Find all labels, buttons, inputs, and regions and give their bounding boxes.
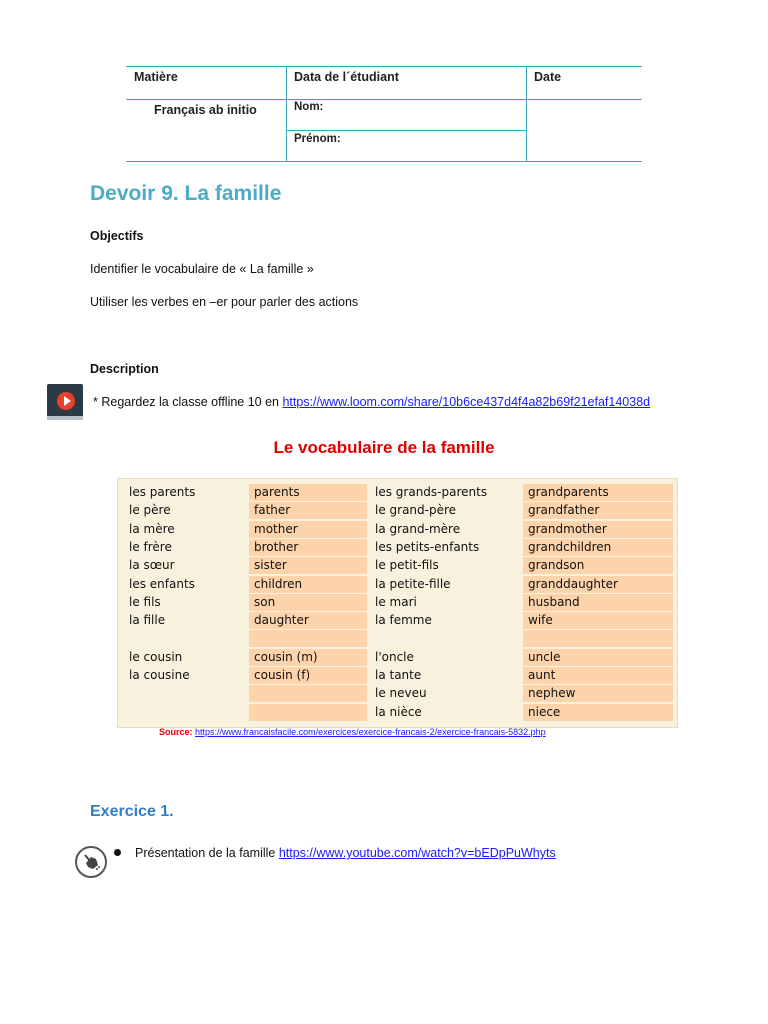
- fr-word-cell: la femme: [375, 613, 432, 628]
- page-title: Devoir 9. La famille: [90, 182, 282, 205]
- en-word-cell: nephew: [523, 685, 673, 702]
- vocab-row: [118, 704, 677, 722]
- fr-word-cell: le cousin: [129, 649, 183, 664]
- video-play-icon[interactable]: [47, 384, 83, 420]
- en-word-cell: daughter: [249, 612, 367, 629]
- exercise-line: [135, 846, 556, 860]
- fr-word-cell: le neveu: [375, 686, 427, 701]
- fr-word-cell: le mari: [375, 594, 417, 609]
- source-link[interactable]: https://www.francaisfacile.com/exercices/exercice-francais-2/exercice-francais-5832.php: [195, 727, 546, 737]
- vocab-table: [117, 478, 678, 728]
- date-label: Date: [534, 70, 562, 84]
- en-word-cell: son: [249, 594, 367, 611]
- en-word-cell: cousin (m): [249, 649, 367, 666]
- vocab-row: [118, 594, 677, 612]
- fr-word-cell: les parents: [129, 485, 196, 499]
- fr-word-cell: la fille: [129, 613, 166, 628]
- en-word-cell: brother: [249, 539, 367, 556]
- fr-word-cell: [370, 630, 520, 647]
- vocab-row: [118, 521, 677, 539]
- name-label: Nom:: [294, 101, 324, 113]
- exercise-text: Présentation de la famille: [135, 846, 276, 860]
- fr-word-cell: la grand-mère: [375, 521, 461, 536]
- bullet-dot: [114, 849, 121, 856]
- fr-word-cell: le petit-fils: [375, 558, 439, 573]
- vocab-row: [118, 685, 677, 703]
- fr-word-cell: le père: [129, 503, 171, 518]
- fr-word-cell: [124, 630, 246, 647]
- en-word-cell: granddaughter: [523, 576, 673, 593]
- en-word-cell: grandparents: [523, 484, 673, 501]
- subject-value: Français ab initio: [154, 103, 257, 117]
- en-word-cell: cousin (f): [249, 667, 367, 684]
- fr-word-cell: la cousine: [129, 668, 190, 682]
- en-word-cell: aunt: [523, 667, 673, 684]
- loom-link[interactable]: https://www.loom.com/share/10b6ce437d4f4a82b69f21efaf14038d: [282, 395, 651, 409]
- student-label: Data de l´étudiant: [294, 70, 399, 84]
- en-word-cell: children: [249, 576, 367, 593]
- fr-word-cell: les enfants: [129, 576, 195, 591]
- description-text: * Regardez la classe offline 10 en: [93, 395, 279, 409]
- en-word-cell: [523, 630, 673, 647]
- en-word-cell: uncle: [523, 649, 673, 666]
- en-word-cell: wife: [523, 612, 673, 629]
- en-word-cell: parents: [249, 484, 367, 501]
- en-word-cell: grandfather: [523, 502, 673, 519]
- fr-word-cell: [124, 704, 246, 721]
- fr-word-cell: les petits-enfants: [375, 539, 480, 554]
- fr-word-cell: le grand-père: [375, 503, 457, 518]
- fr-word-cell: la nièce: [375, 704, 422, 719]
- objective-item: Utiliser les verbes en –er pour parler des actions: [90, 295, 359, 309]
- vocab-row: [118, 630, 677, 648]
- fr-word-cell: les grands-parents: [375, 485, 488, 499]
- en-word-cell: mother: [249, 521, 367, 538]
- en-word-cell: sister: [249, 557, 367, 574]
- fr-word-cell: [124, 685, 246, 702]
- subject-label: Matière: [134, 70, 178, 84]
- fr-word-cell: la sœur: [129, 558, 175, 573]
- fr-word-cell: le fils: [129, 594, 161, 609]
- description-line: [93, 395, 650, 409]
- vocab-row: [118, 649, 677, 667]
- source-line: [159, 727, 546, 737]
- firstname-label: Prénom:: [294, 133, 341, 145]
- exercise-heading: Exercice 1.: [90, 803, 174, 820]
- fr-word-cell: la tante: [375, 668, 422, 682]
- fr-word-cell: l'oncle: [375, 649, 414, 664]
- en-word-cell: father: [249, 502, 367, 519]
- vocab-row: [118, 667, 677, 685]
- en-word-cell: husband: [523, 594, 673, 611]
- en-word-cell: [249, 685, 367, 702]
- vocab-title: Le vocabulaire de la famille: [273, 438, 495, 457]
- source-label: Source:: [159, 727, 193, 737]
- vocab-row: [118, 612, 677, 630]
- vocab-row: [118, 557, 677, 575]
- pointer-hand-icon[interactable]: [75, 846, 107, 878]
- en-word-cell: [249, 630, 367, 647]
- fr-word-cell: le frère: [129, 539, 172, 554]
- vocab-row: [118, 539, 677, 557]
- vocab-row: [118, 502, 677, 520]
- vocab-row: [118, 484, 677, 502]
- en-word-cell: grandchildren: [523, 539, 673, 556]
- youtube-link[interactable]: https://www.youtube.com/watch?v=bEDpPuWhyts: [278, 846, 556, 860]
- fr-word-cell: la petite-fille: [375, 576, 451, 591]
- en-word-cell: grandson: [523, 557, 673, 574]
- description-heading: Description: [90, 362, 159, 376]
- en-word-cell: grandmother: [523, 521, 673, 538]
- objective-item: Identifier le vocabulaire de « La famille »: [90, 262, 314, 276]
- objectives-heading: Objectifs: [90, 229, 144, 243]
- vocab-row: [118, 576, 677, 594]
- en-word-cell: [249, 704, 367, 721]
- fr-word-cell: la mère: [129, 521, 175, 536]
- header-table: [126, 66, 642, 162]
- en-word-cell: niece: [523, 704, 673, 721]
